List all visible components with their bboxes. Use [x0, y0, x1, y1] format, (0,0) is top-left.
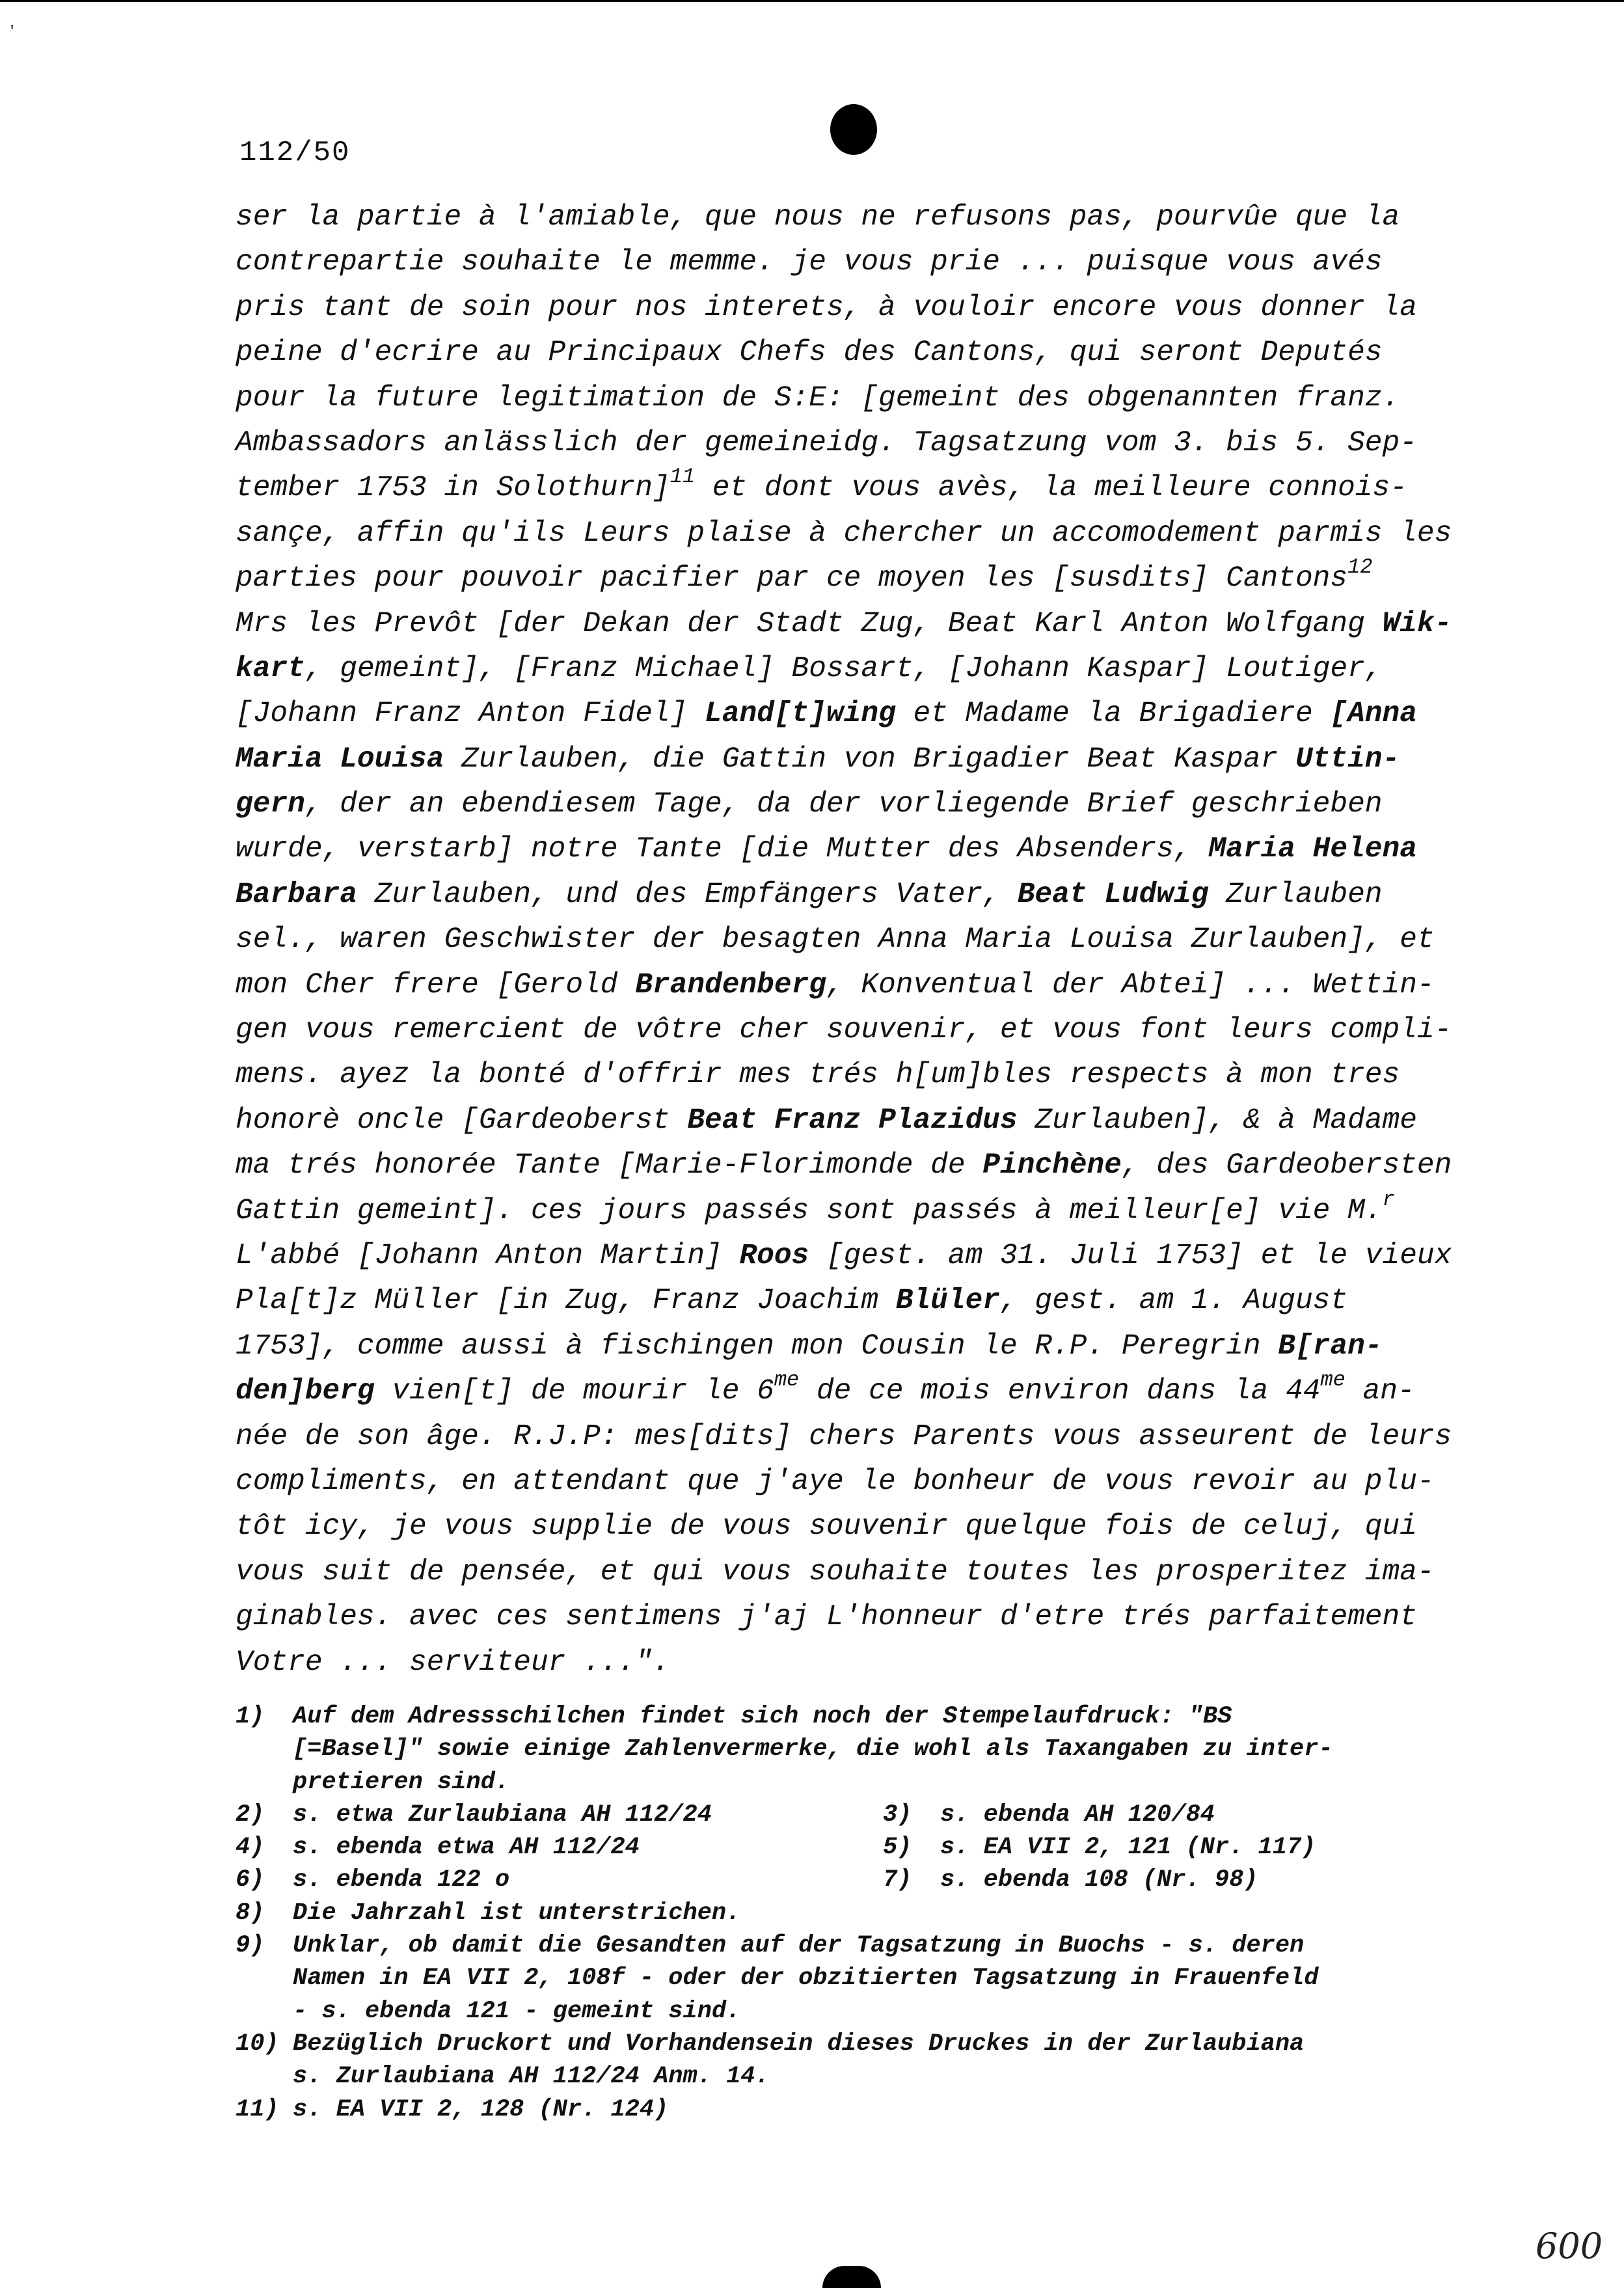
text-run: pour la future legitimation de S:E: [gemeint des obgenannten franz. — [236, 381, 1400, 415]
footnote-text: Bezüglich Druckort und Vorhandensein dieses Druckes in der Zurlaubiana s. Zurlaubiana AH 112/24 Anm. 14. — [293, 2030, 1305, 2091]
text-run: Ambassadors anlässlich der gemeineidg. Tagsatzung vom 3. bis 5. Sep- — [236, 426, 1417, 459]
footnote-text: s. etwa Zurlaubiana AH 112/24 — [293, 1801, 712, 1829]
body-line — [236, 376, 1485, 421]
bold-name: [Anna — [1330, 698, 1417, 731]
footnote-8 — [236, 1897, 1530, 1929]
body-line — [236, 195, 1485, 240]
text-run: , der an ebendiesem Tage, da der vorliegende Brief geschrieben — [304, 788, 1383, 821]
text-run: Zurlauben, und des Empfängers Vater, — [357, 878, 1018, 911]
footnote-text: s. ebenda etwa AH 112/24 — [293, 1834, 640, 1862]
footnote-text: Auf dem Adressschilchen findet sich noch der Stempelaufdruck: "BS [=Basel]" sowie einige Zahlenvermerke, die wohl als Taxangaben zu inter- pretieren sind. — [293, 1703, 1333, 1796]
body-line — [236, 331, 1485, 375]
text-run: Votre ... serviteur ...". — [236, 1646, 670, 1679]
bold-name: gern — [236, 788, 305, 821]
body-line — [236, 1641, 1485, 1685]
text-run: compliments, en attendant que j'aye le bonheur de vous revoir au plu- — [236, 1465, 1435, 1498]
text-run: , gest. am 1. August — [1000, 1285, 1348, 1318]
body-line — [236, 1595, 1485, 1640]
body-line — [236, 1189, 1485, 1234]
footnote-text: s. ebenda 122 o — [293, 1866, 510, 1894]
footnote-text: s. EA VII 2, 128 (Nr. 124) — [293, 2095, 669, 2123]
body-line — [236, 1008, 1485, 1053]
footnote-row-2-3 — [236, 1799, 1530, 1831]
body-line — [236, 1279, 1485, 1324]
text-run: sel., waren Geschwister der besagten Anna Maria Louisa Zurlauben], et — [236, 923, 1435, 957]
body-line — [236, 1415, 1485, 1460]
footnote-number: 8) — [236, 1899, 265, 1927]
text-run: Zurlauben, die Gattin von Brigadier Beat Kaspar — [444, 742, 1295, 776]
punch-hole-top — [830, 104, 877, 155]
footnote-text: s. ebenda 108 (Nr. 98) — [940, 1866, 1258, 1894]
text-run: an- — [1345, 1375, 1415, 1408]
bold-name: Blüler — [895, 1285, 1000, 1318]
text-run: vien[t] de mourir le 6 — [374, 1375, 774, 1408]
bold-name: Maria Louisa — [236, 742, 444, 776]
bold-name: B[ran- — [1278, 1329, 1383, 1363]
bold-name: Maria Helena — [1208, 833, 1417, 866]
text-run: Gattin gemeint]. ces jours passés sont passés à meilleur[e] vie M. — [236, 1194, 1383, 1227]
footnote-number: 2) — [236, 1801, 265, 1829]
text-run: sançe, affin qu'ils Leurs plaise à chercher un accomodement parmis les — [236, 517, 1452, 550]
body-line — [236, 692, 1485, 737]
text-run: mens. ayez la bonté d'offrir mes trés h[um]bles respects à mon tres — [236, 1059, 1400, 1092]
bold-name: Pinchène — [982, 1149, 1122, 1182]
body-line — [236, 873, 1485, 918]
footnote-number: 4) — [236, 1834, 265, 1862]
footnote-number: 1) — [236, 1703, 265, 1730]
body-line — [236, 421, 1485, 466]
bold-name: Brandenberg — [635, 968, 826, 1001]
handwritten-sheet-number: 600 — [1536, 2226, 1603, 2267]
text-run: wurde, verstarb] notre Tante [die Mutter des Absenders, — [236, 833, 1209, 866]
text-run: Zurlauben — [1208, 878, 1383, 911]
text-run: parties pour pouvoir pacifier par ce moyen les [susdits] Cantons — [236, 562, 1348, 595]
text-run: 1753], comme aussi à fischingen mon Cousin le R.P. Peregrin — [236, 1329, 1279, 1363]
body-line — [236, 466, 1485, 511]
text-run: , gemeint], [Franz Michael] Bossart, [Johann Kaspar] Loutiger, — [304, 652, 1383, 685]
text-run: tôt icy, je vous supplie de vous souvenir quelque fois de celuj, qui — [236, 1510, 1417, 1544]
body-line — [236, 1550, 1485, 1595]
footnote-row-6-7 — [236, 1864, 1530, 1896]
footnote-1 — [236, 1700, 1530, 1799]
body-line — [236, 1324, 1485, 1369]
body-line — [236, 1369, 1485, 1414]
bold-name: Barbara — [236, 878, 357, 911]
footnote-number: 6) — [236, 1866, 265, 1894]
footnotes — [236, 1700, 1530, 2126]
superscript: me — [774, 1368, 800, 1393]
footnote-9 — [236, 1929, 1530, 2028]
bold-name: Beat Franz Plazidus — [687, 1104, 1018, 1137]
footnote-number: 7) — [883, 1866, 912, 1894]
text-run: Pla[t]z Müller [in Zug, Franz Joachim — [236, 1285, 896, 1318]
page-reference: 112/50 — [239, 137, 351, 169]
footnote-row-4-5 — [236, 1831, 1530, 1864]
text-run: ginables. avec ces sentimens j'aj L'honneur d'etre trés parfaitement — [236, 1601, 1417, 1634]
bold-name: Beat Ludwig — [1017, 878, 1209, 911]
text-run: Mrs les Prevôt [der Dekan der Stadt Zug, Beat Karl Anton Wolfgang — [236, 607, 1383, 640]
text-run: peine d'ecrire au Principaux Chefs des Cantons, qui seront Deputés — [236, 336, 1383, 370]
text-run: , des Gardeobersten — [1121, 1149, 1452, 1182]
text-run: née de son âge. R.J.P: mes[dits] chers Parents vous asseurent de leurs — [236, 1420, 1452, 1453]
text-run: et dont vous avès, la meilleure connois- — [695, 472, 1407, 505]
body-line — [236, 602, 1485, 647]
footnote-text: s. ebenda AH 120/84 — [940, 1801, 1215, 1829]
body-line — [236, 782, 1485, 827]
superscript: 11 — [670, 465, 696, 489]
text-run: [gest. am 31. Juli 1753] et le vieux — [809, 1239, 1452, 1272]
punch-hole-bottom — [822, 2266, 881, 2288]
body-line — [236, 556, 1485, 601]
text-run: et Madame la Brigadiere — [895, 698, 1331, 731]
top-left-mark: ' — [8, 23, 17, 40]
text-run: de ce mois environ dans la 44 — [799, 1375, 1321, 1408]
text-run: mon Cher frere [Gerold — [236, 968, 636, 1001]
text-run: honorè oncle [Gardeoberst — [236, 1104, 688, 1137]
text-run: Zurlauben], & à Madame — [1017, 1104, 1417, 1137]
footnote-number: 5) — [883, 1834, 912, 1862]
superscript: me — [1320, 1368, 1346, 1393]
top-border-line — [0, 0, 1624, 2]
body-line — [236, 1505, 1485, 1549]
text-run: [Johann Franz Anton Fidel] — [236, 698, 705, 731]
footnote-10 — [236, 2028, 1530, 2093]
bold-name: Uttin- — [1295, 742, 1400, 776]
body-line — [236, 918, 1485, 962]
footnote-number: 11) — [236, 2095, 279, 2123]
body-line — [236, 240, 1485, 285]
body-line — [236, 1143, 1485, 1188]
body-line — [236, 737, 1485, 782]
body-line — [236, 1098, 1485, 1143]
text-run: L'abbé [Johann Anton Martin] — [236, 1239, 740, 1272]
text-run: contrepartie souhaite le memme. je vous prie ... puisque vous avés — [236, 246, 1383, 279]
footnote-text: Die Jahrzahl ist unterstrichen. — [293, 1899, 741, 1927]
text-run: vous suit de pensée, et qui vous souhaite toutes les prosperitez ima- — [236, 1555, 1435, 1588]
body-line — [236, 963, 1485, 1008]
text-run: ma trés honorée Tante [Marie-Florimonde de — [236, 1149, 983, 1182]
footnote-number: 9) — [236, 1932, 265, 1960]
letter-body-text — [236, 195, 1485, 1685]
body-line — [236, 647, 1485, 692]
footnote-text: s. EA VII 2, 121 (Nr. 117) — [940, 1834, 1316, 1862]
bold-name: Land[t]wing — [705, 698, 896, 731]
bold-name: Wik- — [1382, 607, 1452, 640]
body-line — [236, 827, 1485, 872]
bold-name: Roos — [739, 1239, 809, 1272]
body-line — [236, 286, 1485, 331]
superscript: r — [1382, 1187, 1395, 1212]
superscript: 12 — [1347, 555, 1373, 580]
text-run: pris tant de soin pour nos interets, à vouloir encore vous donner la — [236, 291, 1417, 324]
body-line — [236, 1053, 1485, 1098]
footnote-number: 3) — [883, 1801, 912, 1829]
body-line — [236, 1234, 1485, 1279]
footnote-number: 10) — [236, 2030, 279, 2058]
bold-name: den]berg — [236, 1375, 375, 1408]
text-run: gen vous remercient de vôtre cher souvenir, et vous font leurs compli- — [236, 1014, 1452, 1047]
footnote-11 — [236, 2093, 1530, 2126]
text-run: ser la partie à l'amiable, que nous ne refusons pas, pourvûe que la — [236, 201, 1400, 234]
text-run: tember 1753 in Solothurn] — [236, 472, 670, 505]
bold-name: kart — [236, 652, 305, 685]
text-run: , Konventual der Abtei] ... Wettin- — [826, 968, 1435, 1001]
footnote-text: Unklar, ob damit die Gesandten auf der Tagsatzung in Buochs - s. deren Namen in EA VII 2, 108f - oder der obzitierten Tagsatzung in Frauenfeld - s. ebenda 121 - gemeint sind. — [293, 1932, 1319, 2025]
body-line — [236, 1460, 1485, 1505]
body-line — [236, 511, 1485, 556]
